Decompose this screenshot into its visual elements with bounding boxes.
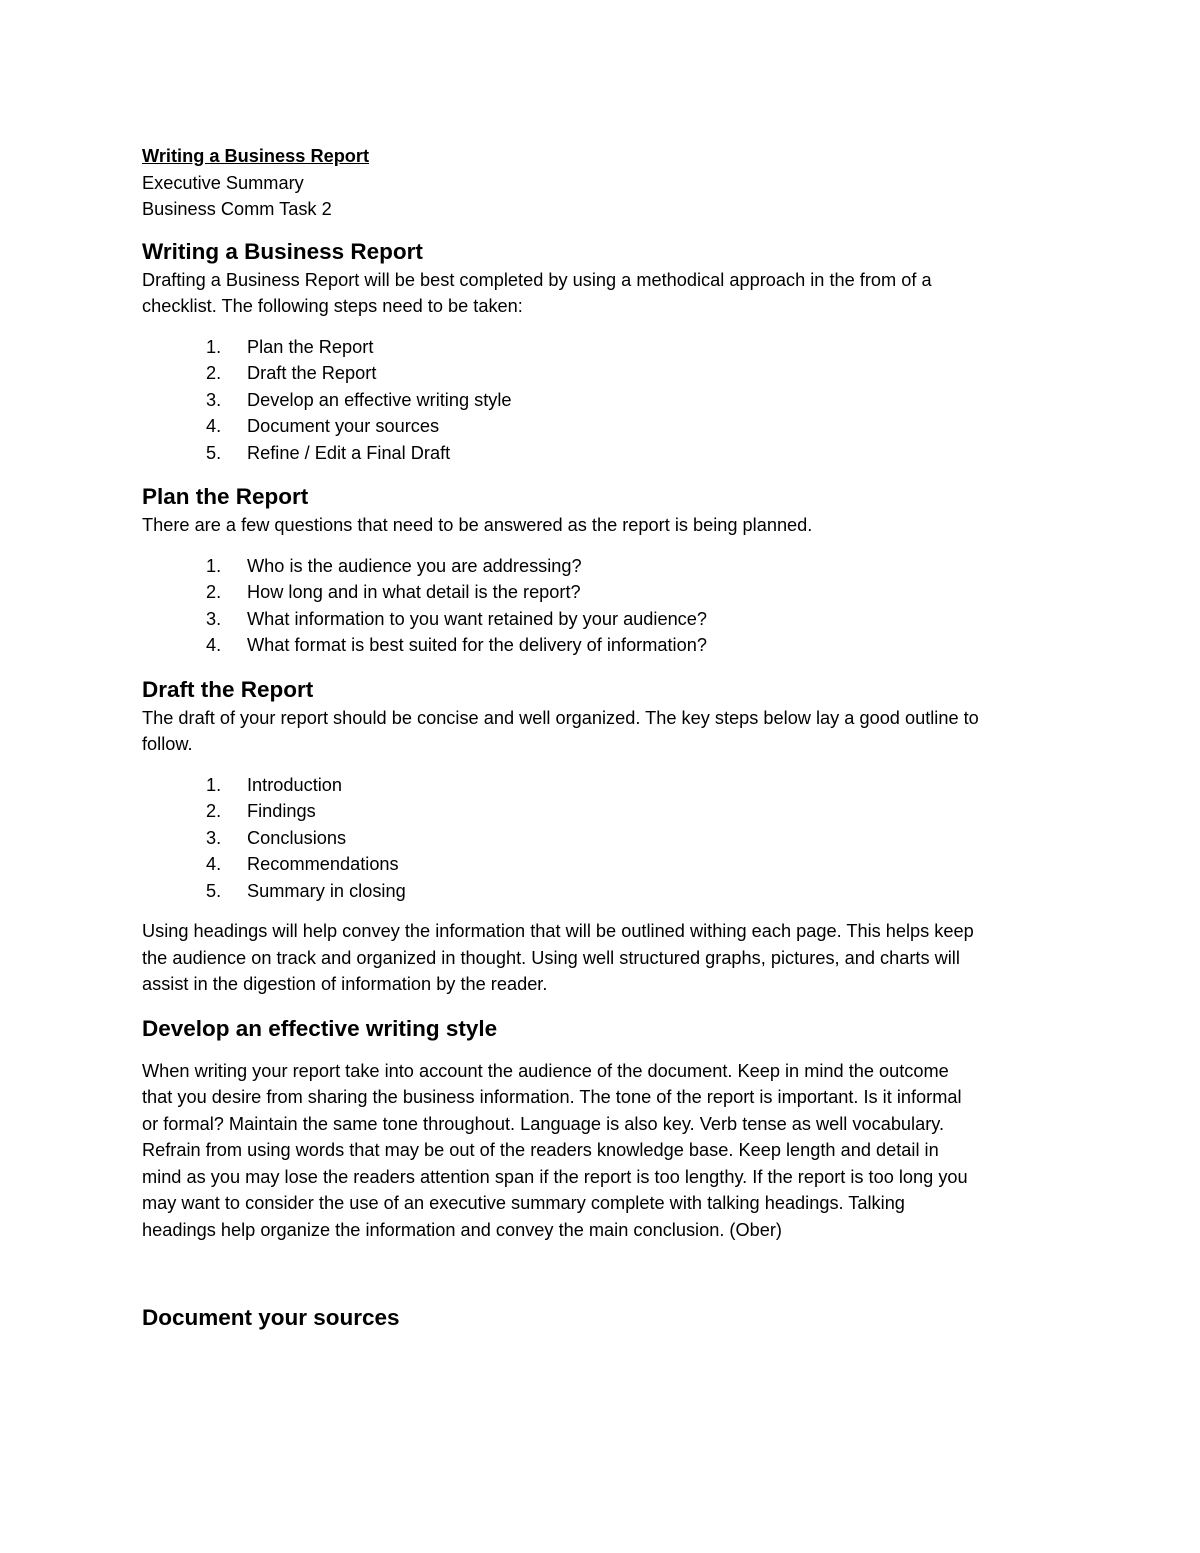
style-paragraph-line: that you desire from sharing the business information. The tone of the report is important. Is it informal — [142, 1087, 962, 1107]
list-number: 3. — [206, 827, 222, 848]
list-number: 1. — [206, 336, 222, 357]
list-item-text: How long and in what detail is the report? — [247, 582, 581, 602]
style-paragraph-line: When writing your report take into account the audience of the document. Keep in mind the outcome — [142, 1060, 949, 1081]
list-item-text: Introduction — [247, 774, 343, 795]
style-paragraph-line: Refrain from using words that may be out of the readers knowledge base. Keep length and detail in — [142, 1140, 939, 1160]
draft-followup-line: assist in the digestion of information by the reader. — [142, 974, 548, 994]
list-item — [142, 798, 1062, 825]
plan-paragraph: There are a few questions that need to be answered as the report is being planned. — [142, 515, 813, 535]
heading-plan-the-report: Plan the Report — [142, 484, 309, 509]
draft-followup-line: the audience on track and organized in thought. Using well structured graphs, pictures, and charts will — [142, 947, 960, 968]
list-item — [142, 772, 1062, 799]
list-item — [142, 334, 1062, 361]
list-item — [142, 632, 1062, 659]
list-item — [142, 553, 1062, 580]
intro-paragraph-line: Drafting a Business Report will be best completed by using a methodical approach in the from of a — [142, 269, 932, 290]
list-number: 3. — [206, 608, 222, 629]
list-item-text: Conclusions — [247, 827, 347, 848]
list-item-text: What format is best suited for the delivery of information? — [247, 635, 707, 655]
document-body — [142, 143, 1062, 1333]
list-number: 1. — [206, 555, 222, 576]
document-subtitle: Executive Summary — [142, 172, 304, 193]
style-paragraph-line: mind as you may lose the readers attention span if the report is too lengthy. If the report is too long you — [142, 1166, 968, 1187]
style-paragraph-line: headings help organize the information and convey the main conclusion. (Ober) — [142, 1219, 782, 1240]
draft-paragraph-line: follow. — [142, 734, 193, 754]
list-number: 4. — [206, 635, 222, 655]
list-number: 1. — [206, 774, 222, 795]
list-item-text: Draft the Report — [247, 363, 377, 383]
list-item — [142, 825, 1062, 852]
list-number: 2. — [206, 363, 222, 383]
list-item-text: Who is the audience you are addressing? — [247, 555, 582, 576]
list-item-text: Document your sources — [247, 416, 440, 436]
list-item — [142, 360, 1062, 387]
list-number: 5. — [206, 442, 222, 463]
draft-followup-line: Using headings will help convey the information that will be outlined withing each page. This helps keep — [142, 921, 974, 941]
list-item — [142, 606, 1062, 633]
intro-steps-list — [142, 334, 1062, 467]
list-item-text: Refine / Edit a Final Draft — [247, 442, 451, 463]
list-item-text: Plan the Report — [247, 336, 374, 357]
list-item — [142, 851, 1062, 878]
intro-paragraph-line: checklist. The following steps need to be taken: — [142, 296, 523, 316]
list-item-text: Recommendations — [247, 854, 399, 874]
list-number: 2. — [206, 801, 222, 821]
list-number: 4. — [206, 416, 222, 436]
heading-document-your-sources: Document your sources — [142, 1305, 400, 1330]
document-title: Writing a Business Report — [142, 146, 370, 166]
draft-paragraph-line: The draft of your report should be concise and well organized. The key steps below lay a good outline to — [142, 707, 979, 728]
draft-steps-list — [142, 772, 1062, 905]
heading-writing-a-business-report: Writing a Business Report — [142, 238, 423, 264]
heading-draft-the-report: Draft the Report — [142, 676, 314, 702]
list-item — [142, 878, 1062, 905]
document-course: Business Comm Task 2 — [142, 199, 332, 219]
list-item-text: Findings — [247, 801, 316, 821]
list-item — [142, 413, 1062, 440]
list-item — [142, 440, 1062, 467]
heading-develop-writing-style: Develop an effective writing style — [142, 1015, 498, 1041]
list-item-text: Develop an effective writing style — [247, 389, 512, 410]
list-item-text: What information to you want retained by your audience? — [247, 608, 708, 629]
list-number: 2. — [206, 582, 222, 602]
list-item — [142, 579, 1062, 606]
style-paragraph-line: may want to consider the use of an executive summary complete with talking headings. Talking — [142, 1193, 905, 1213]
style-paragraph-line: or formal? Maintain the same tone throughout. Language is also key. Verb tense as well vocabulary. — [142, 1113, 945, 1134]
list-number: 4. — [206, 854, 222, 874]
list-item-text: Summary in closing — [247, 880, 406, 901]
plan-questions-list — [142, 553, 1062, 659]
list-item — [142, 387, 1062, 414]
list-number: 3. — [206, 389, 222, 410]
list-number: 5. — [206, 880, 222, 901]
